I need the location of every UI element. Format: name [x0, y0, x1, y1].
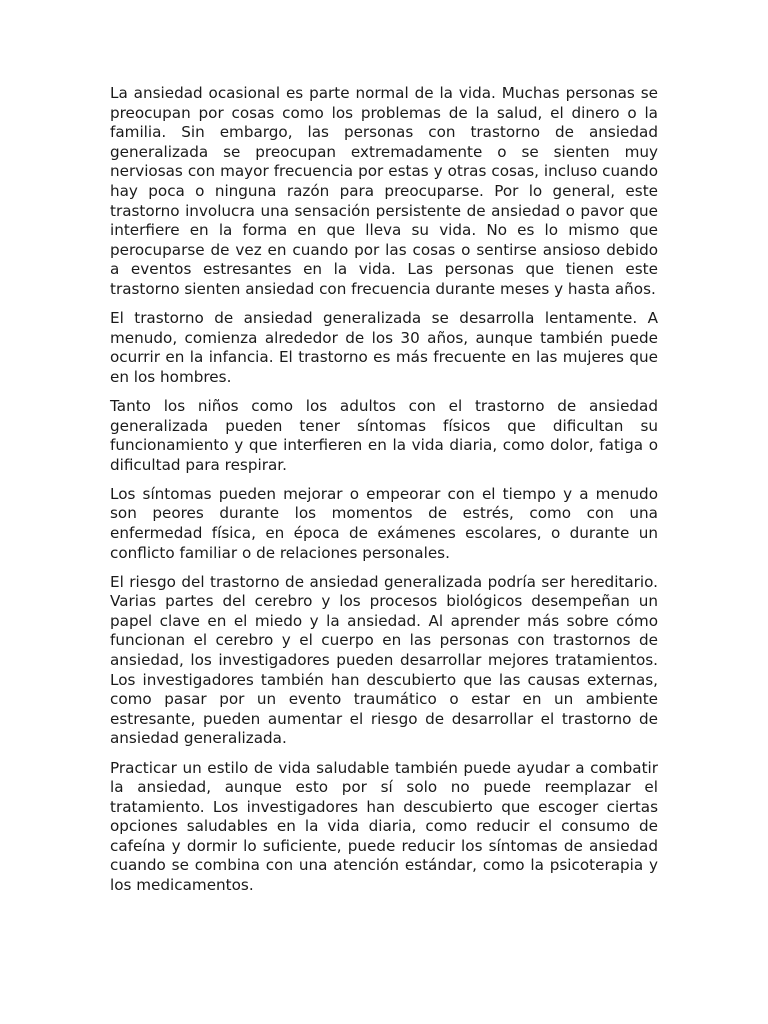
paragraph-healthy-lifestyle: Practicar un estilo de vida saludable también puede ayudar a combatir la ansiedad, aunque esto por sí solo no puede reemplazar el tratamiento. Los investigadores han descubierto que escoger ciertas opciones saludables en la vida diaria, como reducir el consumo de cafeína y dormir lo suficiente, puede reducir los síntomas de ansiedad cuando se combina con una atención estándar, como la psicoterapia y los medicamentos. [110, 758, 658, 895]
paragraph-onset: El trastorno de ansiedad generalizada se desarrolla lentamente. A menudo, comienza alrededor de los 30 años, aunque también puede ocurrir en la infancia. El trastorno es más frecuente en las mujeres que en los hombres. [110, 309, 658, 386]
paragraph-risk-factors: El riesgo del trastorno de ansiedad generalizada podría ser hereditario. Varias partes del cerebro y los procesos biológicos desempeñan un papel clave en el miedo y la ansiedad. Al aprender más sobre cómo funcionan el cerebro y el cuerpo en las personas con trastornos de ansiedad, los investigadores pueden desarrollar mejores tratamientos. Los investigadores también han descubierto que las causas externas, como pasar por un evento traumático o estar en un ambiente estresante, pueden aumentar el riesgo de desarrollar el trastorno de ansiedad generalizada. [110, 572, 658, 748]
paragraph-general-anxiety: La ansiedad ocasional es parte normal de la vida. Muchas personas se preocupan por cosas como los problemas de la salud, el dinero o la familia. Sin embargo, las personas con trastorno de ansiedad generalizada se preocupan extremadamente o se sienten muy nerviosas con mayor frecuencia por estas y otras cosas, incluso cuando hay poca o ninguna razón para preocuparse. Por lo general, este trastorno involucra una sensación persistente de ansiedad o pavor que interfiere en la forma en que lleva su vida. No es lo mismo que perocuparse de vez en cuando por las cosas o sentirse ansioso debido a eventos estresantes en la vida. Las personas que tienen este trastorno sienten ansiedad con frecuencia durante meses y hasta años. [110, 84, 658, 298]
paragraph-symptom-variation: Los síntomas pueden mejorar o empeorar con el tiempo y a menudo son peores durante los momentos de estrés, como con una enfermedad física, en época de exámenes escolares, o durante un conflicto familiar o de relaciones personales. [110, 484, 658, 562]
document-page [110, 84, 658, 905]
paragraph-physical-symptoms: Tanto los niños como los adultos con el trastorno de ansiedad generalizada pueden tener síntomas físicos que dificultan su funcionamiento y que interfieren en la vida diaria, como dolor, fatiga o dificultad para respirar. [110, 396, 658, 474]
